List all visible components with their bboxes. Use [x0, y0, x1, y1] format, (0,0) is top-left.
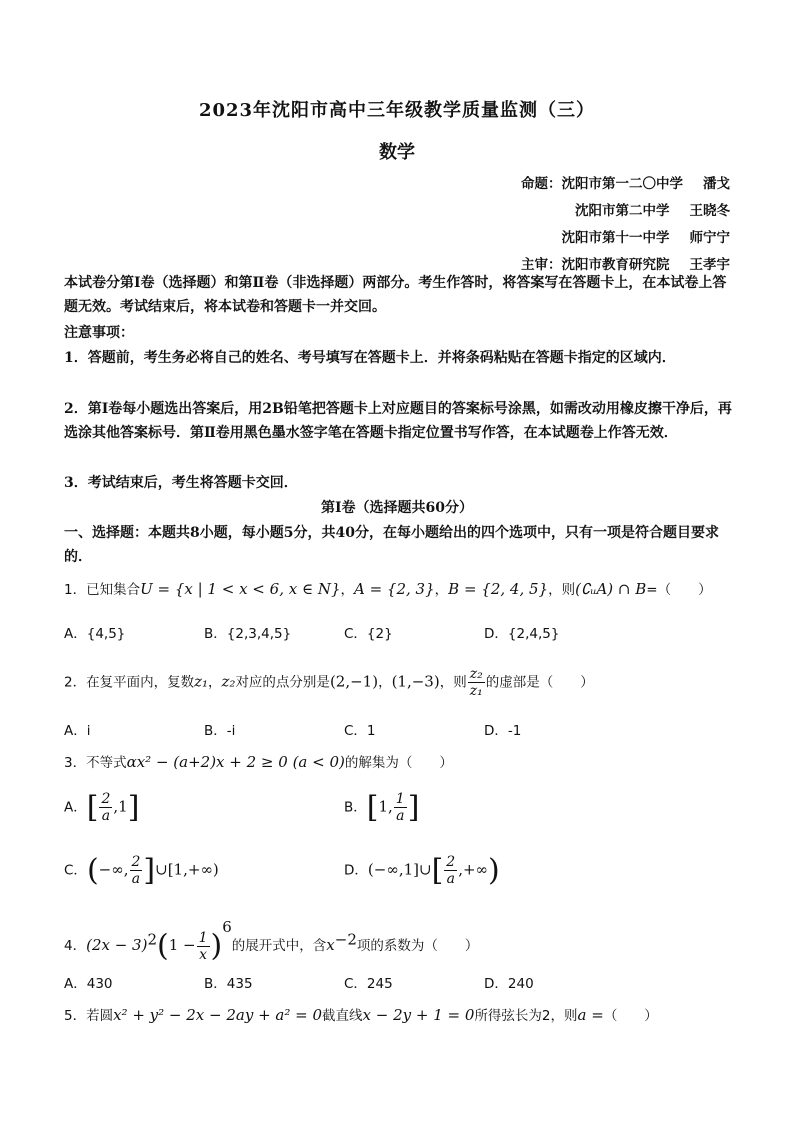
- credits-block: [521, 174, 730, 282]
- note-item: 1．答题前，考生务必将自己的姓名、考号填写在答题卡上．并将条码粘贴在答题卡指定的区域内．: [64, 350, 676, 366]
- q4-option-c: C．245: [344, 976, 393, 992]
- fraction-1-over-x: $\frac{1}{x}$: [198, 929, 208, 963]
- note-item: 3．考试结束后，考生将答题卡交回．: [64, 475, 298, 491]
- note-item: 2．第Ⅰ卷每小题选出答案后，用2B铅笔把答题卡上对应题目的答案标号涂黑，如需改动用橡皮擦干净后，再选涂其他答案标号．第Ⅱ卷用黑色墨水签字笔在答题卡指定位置书写作答，在本试题卷上作答无效．: [64, 401, 732, 441]
- question-4: 4．$(2x - 3)^2(1$ − $\frac{1}{x}$ )$^6$的展开式中，含$x^{-2}$项的系数为（ ）: [64, 918, 479, 964]
- line-equation: x − 2y + 1 = 0: [362, 1006, 475, 1024]
- credit-line: 沈阳市第十一中学 师宁宁: [561, 230, 730, 246]
- inequality: αx² − (a+2)x + 2 ≥ 0 (a < 0): [126, 753, 345, 771]
- q1-option-b: B．{2,3,4,5}: [204, 626, 292, 642]
- set-b: B = {2, 4, 5}: [448, 580, 549, 598]
- notes-title: 注意事项：: [64, 325, 134, 341]
- part-instructions: 一、选择题：本题共8小题，每小题5分，共40分，在每小题给出的四个选项中，只有一项是符合题目要求的．: [64, 525, 719, 565]
- q3-option-d: D．(−∞,1]∪[ $\frac{2}{a}$ ,+∞): [344, 853, 500, 888]
- section-heading: 第Ⅰ卷（选择题共60分）: [320, 500, 474, 516]
- question-1: 1．已知集合U = {x | 1 < x < 6, x ∈ N}，A = {2, 3}，B = {2, 4, 5}，则(∁ᵤA) ∩ B=（ ）: [64, 580, 712, 598]
- point-1: (2,−1): [329, 672, 379, 691]
- credit-line: 命题：沈阳市第一二〇中学 潘戈: [521, 176, 730, 192]
- exam-subject: 数学: [379, 142, 415, 163]
- exam-title: 2023年沈阳市高中三年级教学质量监测（三）: [198, 100, 596, 121]
- set-a: A = {2, 3}: [354, 580, 435, 598]
- q2-option-a: A．i: [64, 723, 91, 739]
- q3-option-c: C．(−∞, $\frac{2}{a}$ ]∪[1,+∞): [64, 853, 219, 888]
- q1-option-a: A．{4,5}: [64, 626, 126, 642]
- point-2: (1,−3): [391, 672, 440, 691]
- question-2: 2．在复平面内，复数z₁，z₂对应的点分别是(2,−1)，(1,−3)，则 $\frac{\text{z₂}}{\text{z₁}}$ 的虚部是（ ）: [64, 666, 594, 699]
- q2-option-b: B．-i: [204, 723, 236, 739]
- q4-option-d: D．240: [484, 976, 534, 992]
- set-u: U = {x | 1 < x < 6, x ∈ N}: [140, 580, 341, 598]
- credit-line: 沈阳市第二中学 王晓冬: [575, 203, 730, 219]
- q1-option-c: C．{2}: [344, 626, 393, 642]
- q2-option-d: D．-1: [484, 723, 522, 739]
- q3-option-a: A．[ $\frac{2}{a}$ ,1]: [64, 790, 140, 825]
- q2-option-c: C．1: [344, 723, 376, 739]
- q4-option-a: A．430: [64, 976, 113, 992]
- credit-line: 主审：沈阳市教育研究院 王孝宇: [521, 257, 730, 273]
- question-5: 5．若圆x² + y² − 2x − 2ay + a² = 0截直线x − 2y + 1 = 0所得弦长为2，则a =（ ）: [64, 1006, 658, 1024]
- fraction-z2-over-z1: $\frac{\text{z₂}}{\text{z₁}}$: [469, 666, 483, 699]
- question-3: 3．不等式αx² − (a+2)x + 2 ≥ 0 (a < 0)的解集为（ ）: [64, 753, 453, 771]
- q3-option-b: B．[1, $\frac{1}{a}$ ]: [344, 790, 420, 825]
- set-expression: (∁ᵤA) ∩ B: [575, 580, 647, 598]
- q4-option-b: B．435: [204, 976, 253, 992]
- q1-option-d: D．{2,4,5}: [484, 626, 560, 642]
- circle-equation: x² + y² − 2x − 2ay + a² = 0: [113, 1006, 323, 1024]
- intro-paragraph: 本试卷分第Ⅰ卷（选择题）和第Ⅱ卷（非选择题）两部分。考生作答时，将答案写在答题卡上，在本试卷上答题无效。考试结束后，将本试卷和答题卡一并交回。: [64, 275, 727, 315]
